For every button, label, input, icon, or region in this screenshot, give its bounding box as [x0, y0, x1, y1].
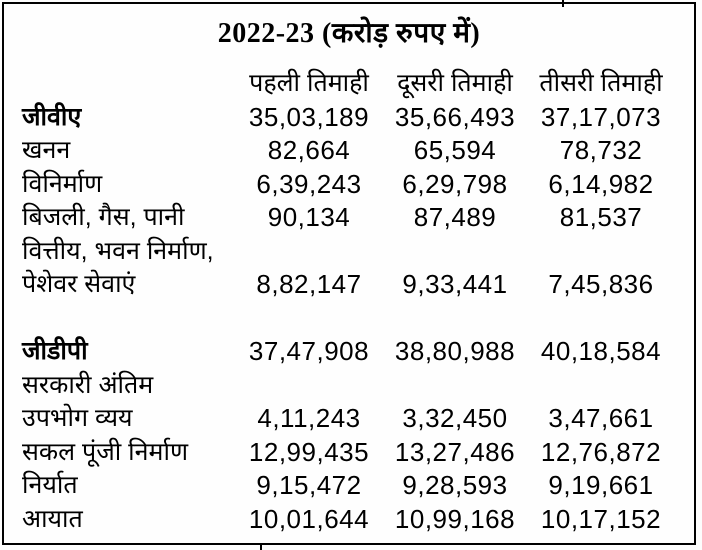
- table-row: [22, 235, 684, 269]
- scan-artifact-tick-bottom: [260, 543, 262, 550]
- table-row: [22, 168, 684, 202]
- table-row: [22, 101, 684, 135]
- q2-value: 9,28,593: [402, 470, 508, 501]
- table-row: [22, 268, 684, 302]
- table-title: 2022-23 (करोड़ रुपए में): [217, 18, 481, 49]
- table-row: [22, 369, 684, 403]
- row-label: आयात: [22, 504, 83, 533]
- row-label: जीवीए: [22, 102, 82, 131]
- q2-value: 38,80,988: [394, 336, 516, 367]
- table-border-frame: [2, 2, 696, 545]
- quarterly-gdp-table: [22, 67, 684, 536]
- q1-value: 6,39,243: [256, 168, 362, 199]
- q1-value: 9,15,472: [256, 470, 362, 501]
- row-label: पेशेवर सेवाएं: [22, 270, 136, 299]
- q1-value: 8,82,147: [256, 269, 362, 300]
- table-row: [22, 402, 684, 436]
- q3-value: 40,18,584: [540, 336, 662, 367]
- column-header-q2: दूसरी तिमाही: [397, 69, 513, 98]
- q2-value: 65,594: [413, 135, 497, 166]
- row-label: बिजली, गैस, पानी: [22, 203, 185, 232]
- table-row: [22, 469, 684, 503]
- q1-value: 82,664: [267, 135, 351, 166]
- q3-value: 6,14,982: [548, 168, 654, 199]
- q3-value: 10,17,152: [540, 503, 662, 534]
- q2-value: 6,29,798: [402, 168, 508, 199]
- row-label: विनिर्माण: [22, 169, 103, 198]
- q3-value: 9,19,661: [548, 470, 654, 501]
- q3-value: 81,537: [559, 202, 643, 233]
- table-row: [22, 134, 684, 168]
- column-header-q3: तीसरी तिमाही: [539, 69, 663, 98]
- scan-artifact-tick-top: [562, 0, 564, 7]
- row-label: खनन: [22, 136, 71, 165]
- row-label: निर्यात: [22, 471, 78, 500]
- q2-value: 13,27,486: [394, 436, 516, 467]
- column-header-q1: पहली तिमाही: [249, 69, 369, 98]
- table-header-row: [22, 67, 684, 101]
- table-body: [22, 101, 684, 537]
- q3-value: 3,47,661: [548, 403, 654, 434]
- q1-value: 37,47,908: [248, 336, 370, 367]
- table-row: [22, 201, 684, 235]
- q1-value: 35,03,189: [248, 101, 370, 132]
- q1-value: 90,134: [267, 202, 351, 233]
- table-row: [22, 335, 684, 369]
- q3-value: 12,76,872: [540, 436, 662, 467]
- table-row: [22, 436, 684, 470]
- row-label: जीडीपी: [22, 337, 88, 366]
- q2-value: 87,489: [413, 202, 497, 233]
- q2-value: 3,32,450: [402, 403, 508, 434]
- table-row: [22, 503, 684, 537]
- q2-value: 35,66,493: [394, 101, 516, 132]
- row-label: सरकारी अंतिम: [22, 370, 154, 399]
- row-label: उपभोग व्यय: [22, 404, 133, 433]
- q1-value: 4,11,243: [257, 403, 361, 434]
- q2-value: 9,33,441: [402, 269, 508, 300]
- q3-value: 7,45,836: [548, 269, 654, 300]
- q3-value: 78,732: [559, 135, 643, 166]
- q1-value: 12,99,435: [248, 436, 370, 467]
- q3-value: 37,17,073: [540, 101, 662, 132]
- q1-value: 10,01,644: [248, 503, 370, 534]
- q2-value: 10,99,168: [394, 503, 516, 534]
- row-label: वित्तीय, भवन निर्माण,: [22, 236, 214, 265]
- row-label: सकल पूंजी निर्माण: [22, 437, 189, 466]
